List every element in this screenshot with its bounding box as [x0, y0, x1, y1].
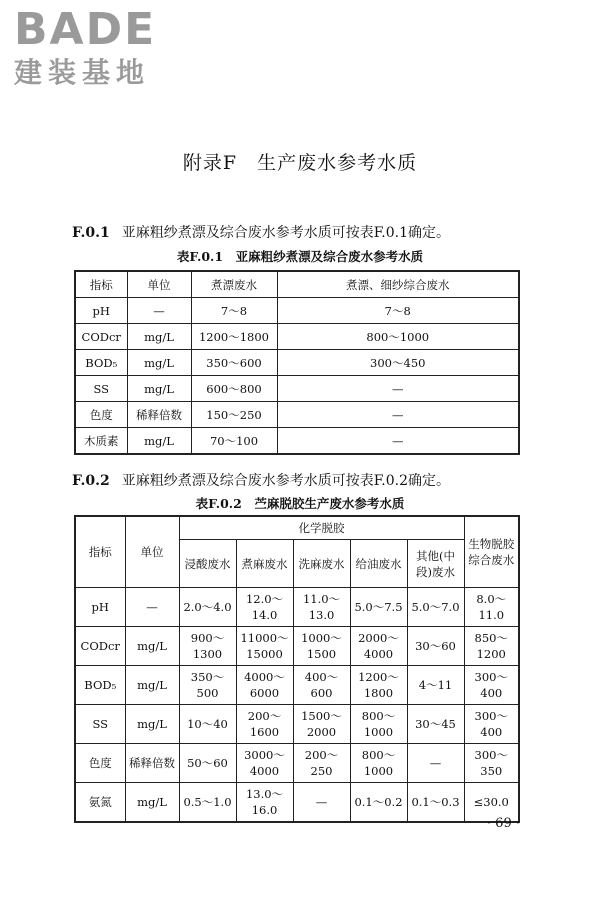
table2-cell: 3000～4000 — [236, 744, 293, 783]
table-row — [75, 627, 519, 666]
table2-cell: BOD₅ — [75, 666, 125, 705]
table2-cell: mg/L — [125, 705, 179, 744]
table-row — [75, 428, 519, 455]
brand-logo — [14, 6, 156, 90]
table-row — [75, 588, 519, 627]
table2-cell: 350～500 — [179, 666, 236, 705]
table1-cell: 1200～1800 — [191, 324, 277, 350]
table2-cell: 30～45 — [407, 705, 464, 744]
logo-subtitle: 建装基地 — [14, 56, 151, 89]
table2-header-bio: 生物脱胶综合废水 — [464, 516, 519, 588]
table2-cell: 4000～6000 — [236, 666, 293, 705]
table-row — [75, 783, 519, 823]
table1-header-cell: 煮漂、细纱综合废水 — [277, 271, 519, 298]
table2-cell: 300～400 — [464, 666, 519, 705]
table2-caption: 表F.0.2 苎麻脱胶生产废水参考水质 — [195, 496, 405, 511]
table2-cell: 200～250 — [293, 744, 350, 783]
table2-cell: 1200～1800 — [350, 666, 407, 705]
table2-cell: 300～400 — [464, 705, 519, 744]
table2-cell: pH — [75, 588, 125, 627]
table2-header-chemical: 化学脱胶 — [179, 516, 464, 540]
table2-cell: 900～1300 — [179, 627, 236, 666]
table2-subheader-cell: 煮麻废水 — [236, 540, 293, 588]
table2-cell: mg/L — [125, 783, 179, 823]
table2-cell: 5.0～7.5 — [350, 588, 407, 627]
section-f02 — [72, 470, 450, 490]
table2-header-unit: 单位 — [125, 516, 179, 588]
table2-cell: 0.5～1.0 — [179, 783, 236, 823]
table2-cell: 12.0～14.0 — [236, 588, 293, 627]
table-row — [75, 705, 519, 744]
table1-cell: 600～800 — [191, 376, 277, 402]
table1-cell: 800～1000 — [277, 324, 519, 350]
section-f01-number: F.0.1 — [72, 225, 110, 241]
table1-cell: mg/L — [127, 376, 191, 402]
table2-cell: 1500～2000 — [293, 705, 350, 744]
table1-cell: 150～250 — [191, 402, 277, 428]
table2-cell: 0.1～0.2 — [350, 783, 407, 823]
section-f01-text: 亚麻粗纱煮漂及综合废水参考水质可按表F.0.1确定。 — [121, 225, 451, 241]
table2-cell: 色度 — [75, 744, 125, 783]
table1-header-cell: 煮漂废水 — [191, 271, 277, 298]
table2-cell: — — [125, 588, 179, 627]
table1-cell: — — [277, 402, 519, 428]
table1-cell: mg/L — [127, 350, 191, 376]
table2-cell: 2000～4000 — [350, 627, 407, 666]
table2-cell: 800～1000 — [350, 744, 407, 783]
table1-header-cell: 单位 — [127, 271, 191, 298]
table1-cell: 木质素 — [75, 428, 127, 455]
table1-header-cell: 指标 — [75, 271, 127, 298]
table1-cell: mg/L — [127, 324, 191, 350]
table2-cell: 氨氮 — [75, 783, 125, 823]
table1-cell: CODcr — [75, 324, 127, 350]
table2-subheader-cell: 其他(中段)废水 — [407, 540, 464, 588]
table2-cell: mg/L — [125, 627, 179, 666]
table1-cell: 300～450 — [277, 350, 519, 376]
table-row — [75, 744, 519, 783]
table1-header-row — [75, 271, 519, 298]
table1-cell: 7～8 — [277, 298, 519, 324]
section-f02-number: F.0.2 — [72, 473, 110, 489]
section-f01 — [72, 222, 450, 242]
table2-header-indicator: 指标 — [75, 516, 125, 588]
table2-cell: 800～1000 — [350, 705, 407, 744]
table1-caption: 表F.0.1 亚麻粗纱煮漂及综合废水参考水质 — [176, 249, 424, 264]
table2-cell: 30～60 — [407, 627, 464, 666]
table-f01 — [74, 270, 520, 455]
logo-brand: BADE — [14, 4, 157, 55]
table1-cell: — — [127, 298, 191, 324]
table2-cell: — — [407, 744, 464, 783]
table2-cell: 4～11 — [407, 666, 464, 705]
table-row — [75, 298, 519, 324]
section-f02-text: 亚麻粗纱煮漂及综合废水参考水质可按表F.0.2确定。 — [121, 473, 451, 489]
table1-cell: mg/L — [127, 428, 191, 455]
table2-cell: 10～40 — [179, 705, 236, 744]
table2-subheader-cell: 洗麻废水 — [293, 540, 350, 588]
table2-cell: 13.0～16.0 — [236, 783, 293, 823]
table-row — [75, 666, 519, 705]
table2-cell: 0.1～0.3 — [407, 783, 464, 823]
table2-cell: 11000～15000 — [236, 627, 293, 666]
table1-cell: SS — [75, 376, 127, 402]
table-f02 — [74, 515, 520, 823]
table2-cell: 50～60 — [179, 744, 236, 783]
table1-cell: BOD₅ — [75, 350, 127, 376]
page-number: · 69 · — [486, 816, 520, 831]
table2-subheader-cell: 给油废水 — [350, 540, 407, 588]
table2-cell: SS — [75, 705, 125, 744]
table2-cell: 稀释倍数 — [125, 744, 179, 783]
table2-cell: 2.0～4.0 — [179, 588, 236, 627]
table-row — [75, 402, 519, 428]
table1-cell: 350～600 — [191, 350, 277, 376]
table2-cell: 1000～1500 — [293, 627, 350, 666]
table1-cell: — — [277, 376, 519, 402]
table2-cell: CODcr — [75, 627, 125, 666]
table1-cell: 色度 — [75, 402, 127, 428]
table2-cell: 850～1200 — [464, 627, 519, 666]
table2-cell: ≤30.0 — [464, 783, 519, 823]
table2-cell: 5.0～7.0 — [407, 588, 464, 627]
table2-cell: 8.0～11.0 — [464, 588, 519, 627]
table1-cell: 7～8 — [191, 298, 277, 324]
table2-subheader-cell: 浸酸废水 — [179, 540, 236, 588]
table2-cell: mg/L — [125, 666, 179, 705]
table2-cell: 300～350 — [464, 744, 519, 783]
table1-cell: 70～100 — [191, 428, 277, 455]
table-row — [75, 350, 519, 376]
table2-cell: 400～600 — [293, 666, 350, 705]
table1-cell: 稀释倍数 — [127, 402, 191, 428]
table-row — [75, 324, 519, 350]
page-title: 附录F 生产废水参考水质 — [182, 152, 418, 174]
table2-cell: — — [293, 783, 350, 823]
table2-cell: 200～1600 — [236, 705, 293, 744]
table-row — [75, 376, 519, 402]
table2-header-row — [75, 516, 519, 540]
table1-cell: pH — [75, 298, 127, 324]
table2-cell: 11.0～13.0 — [293, 588, 350, 627]
table1-cell: — — [277, 428, 519, 455]
